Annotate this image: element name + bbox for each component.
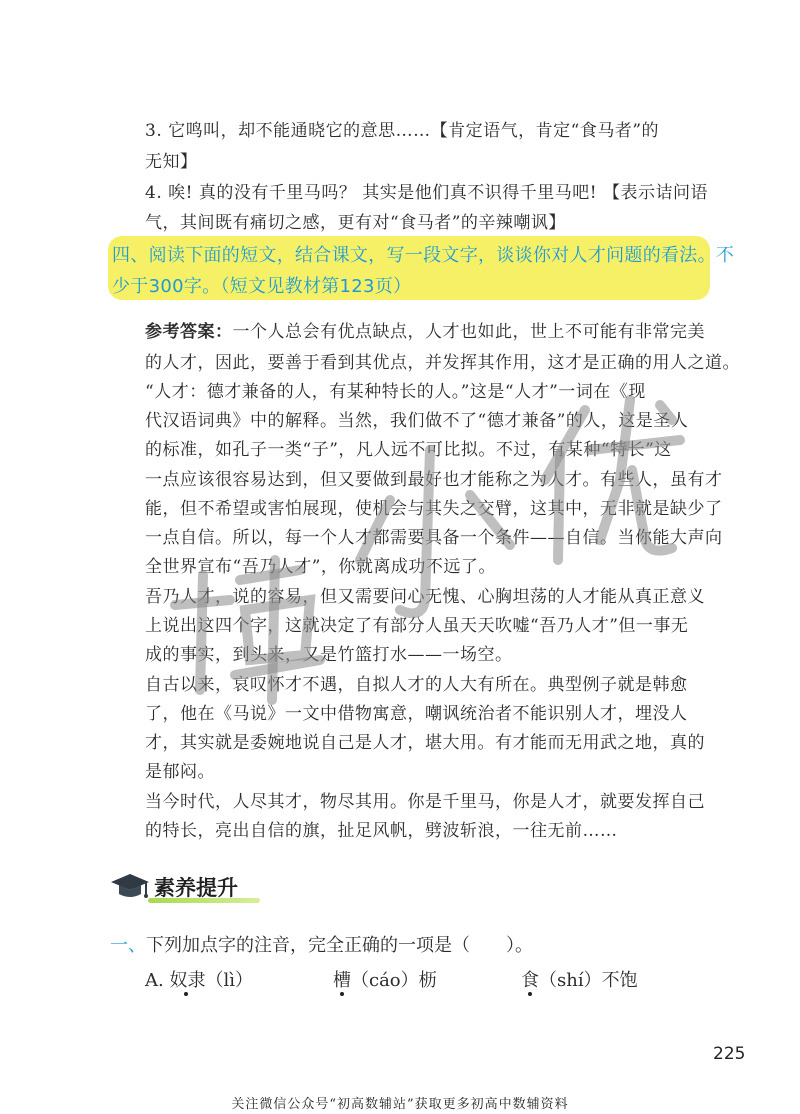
footer-note: 关注微信公众号“初高数辅站”获取更多初高中数辅资料 (231, 1097, 569, 1112)
reference-line-17: 当今时代，人尽其才，物尽其用。你是千里马，你是人才，就要发挥自己 (145, 792, 705, 812)
reference-line-9: 全世界宣布“吾乃人才”，你就离成功不远了。 (145, 557, 496, 577)
reference-line-5: 的标准，如孔子一类“子”，凡人远不可比拟。不过，有某种“特长”这 (145, 440, 672, 460)
reference-line-7: 能，但不希望或害怕展现，使机会与其失之交臂，这其中，无非就是缺少了 (145, 499, 723, 519)
question-1 (110, 931, 533, 957)
option-a: A. 奴隶（lì） (145, 970, 253, 991)
reference-text-1: 一个人总会有优点缺点，人才也如此，世上不可能有非常完美 (232, 322, 705, 342)
emphasis-dot-2 (340, 992, 344, 996)
reference-line-8: 一点自信。所以，每一个人才都需要具备一个条件——自信。当你能大声向 (145, 528, 723, 548)
reference-line-2: 的人才，因此，要善于看到其优点，并发挥其作用，这才是正确的用人之道。 (145, 353, 740, 373)
reference-line-18: 的特长，亮出自信的旗，扯足风帆，劈波斩浪，一往无前…… (145, 821, 618, 841)
page-number: 225 (713, 1044, 746, 1064)
question-1-stem: 下列加点字的注音，完全正确的一项是（ ）。 (146, 935, 533, 956)
question-1-number: 一、 (110, 935, 146, 956)
reference-line-10: 吾乃人才，说的容易，但又需要问心无愧、心胸坦荡的人才能从真正意义 (145, 587, 705, 607)
answer-4-line-2: 气，其间既有痛切之感，更有对“食马者”的辛辣嘲讽】 (145, 213, 566, 233)
reference-line-12: 成的事实，到头来，又是竹篮打水——一场空。 (145, 645, 513, 665)
reference-line-13: 自古以来，哀叹怀才不遇，自拟人才的人大有所在。典型例子就是韩愈 (145, 675, 688, 695)
answer-3-line-2: 无知】 (145, 152, 198, 172)
reference-line-1 (145, 317, 705, 342)
graduation-cap-icon (110, 868, 150, 904)
reference-line-15: 才，其实就是委婉地说自己是人才，堪大用。有才能而无用武之地，真的 (145, 733, 705, 753)
reference-line-11: 上说出这四个字，这就决定了有部分人虽天天吹嘘“吾乃人才”但一事无 (145, 616, 689, 636)
option-3: 食（shí）不饱 (521, 970, 638, 991)
reference-label: 参考答案： (145, 322, 233, 342)
section-header (108, 868, 280, 908)
task-4-line-2: 少于300字。（短文见教材第123页） (112, 276, 412, 297)
option-2: 槽（cáo）枥 (333, 970, 437, 991)
answer-4-line-1: 4. 唉! 真的没有千里马吗？ 其实是他们真不识得千里马吧! 【表示诘问语 (145, 183, 708, 203)
reference-line-3: “人才：德才兼备的人，有某种特长的人。”这是“人才”一词在《现 (145, 382, 646, 402)
task-4-line-1: 四、阅读下面的短文，结合课文，写一段文字，谈谈你对人才问题的看法。不 (112, 245, 735, 266)
emphasis-dot-3 (528, 992, 532, 996)
reference-line-4: 代汉语词典》中的解释。当然，我们做不了“德才兼备”的人，这是圣人 (145, 411, 689, 431)
reference-line-6: 一点应该很容易达到，但又要做到最好也才能称之为人才。有些人，虽有才 (145, 470, 723, 490)
task-4-highlight (108, 236, 735, 300)
reference-line-14: 了，他在《马说》一文中借物寓意，嘲讽统治者不能识别人才，埋没人 (145, 704, 688, 724)
section-title: 素养提升 (154, 876, 238, 900)
answer-3-line-1: 3. 它鸣叫，却不能通晓它的意思……【肯定语气，肯定“食马者”的 (145, 121, 660, 141)
reference-line-16: 是郁闷。 (145, 762, 215, 782)
emphasis-dot-1 (184, 992, 188, 996)
